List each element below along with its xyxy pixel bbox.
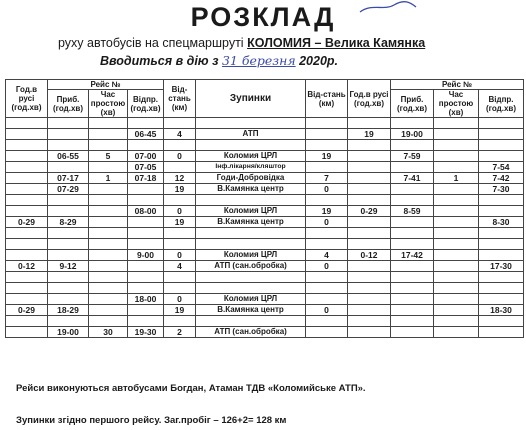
table-cell xyxy=(306,283,348,294)
table-cell: 0 xyxy=(164,206,196,217)
table-cell xyxy=(306,118,348,129)
table-row xyxy=(6,140,524,151)
col-header-arrival-right: Приб. (год.хв) xyxy=(391,90,434,118)
table-cell xyxy=(306,316,348,327)
table-cell xyxy=(164,228,196,239)
table-cell xyxy=(89,217,128,228)
table-cell xyxy=(391,316,434,327)
table-cell: 07-18 xyxy=(128,173,164,184)
table-cell xyxy=(48,162,89,173)
table-cell xyxy=(48,206,89,217)
table-cell xyxy=(89,261,128,272)
table-cell xyxy=(348,327,391,338)
table-cell xyxy=(89,305,128,316)
stop-name-cell xyxy=(196,195,306,206)
stop-name-cell: АТП (сан.обробка) xyxy=(196,327,306,338)
table-cell xyxy=(306,294,348,305)
route-name: КОЛОМИЯ – Велика Камянка xyxy=(247,36,426,50)
table-cell xyxy=(391,327,434,338)
table-cell: 7-41 xyxy=(391,173,434,184)
table-cell xyxy=(306,162,348,173)
page-title: РОЗКЛАД xyxy=(190,2,336,32)
table-cell: 19 xyxy=(164,217,196,228)
table-cell: 0 xyxy=(164,151,196,162)
table-row xyxy=(6,294,524,305)
table-cell xyxy=(128,140,164,151)
table-cell xyxy=(391,118,434,129)
table-cell: 7-54 xyxy=(479,162,524,173)
table-cell: 0 xyxy=(306,184,348,195)
effective-prefix: Вводиться в дію з xyxy=(100,54,219,68)
table-cell: 19 xyxy=(164,184,196,195)
table-cell xyxy=(128,305,164,316)
stop-name-cell: В.Камянка центр xyxy=(196,305,306,316)
table-cell xyxy=(89,129,128,140)
table-cell: 18-00 xyxy=(128,294,164,305)
table-cell xyxy=(391,294,434,305)
table-cell xyxy=(348,261,391,272)
table-cell xyxy=(6,206,48,217)
table-cell xyxy=(434,162,479,173)
table-cell xyxy=(391,140,434,151)
table-row xyxy=(6,118,524,129)
table-cell xyxy=(434,272,479,283)
stop-name-cell xyxy=(196,140,306,151)
table-cell xyxy=(89,272,128,283)
table-cell xyxy=(479,283,524,294)
table-row xyxy=(6,151,524,162)
table-cell xyxy=(89,162,128,173)
table-cell xyxy=(434,294,479,305)
table-cell: 0 xyxy=(164,294,196,305)
route-prefix: руху автобусів на спецмаршруті xyxy=(58,36,244,50)
table-cell xyxy=(479,228,524,239)
table-cell xyxy=(6,162,48,173)
table-cell: 07-29 xyxy=(48,184,89,195)
stop-name-cell xyxy=(196,316,306,327)
table-cell xyxy=(434,151,479,162)
table-cell: 19-00 xyxy=(48,327,89,338)
table-cell xyxy=(391,195,434,206)
table-cell: 17-30 xyxy=(479,261,524,272)
stop-name-cell: АТП xyxy=(196,129,306,140)
stop-name-cell: Інф.лікарня/кляштор xyxy=(196,162,306,173)
stop-name-cell: Коломия ЦРЛ xyxy=(196,250,306,261)
table-cell xyxy=(6,228,48,239)
table-cell xyxy=(6,118,48,129)
note-buses: Рейси виконуються автобусами Богдан, Атаман ТДВ «Коломийське АТП». xyxy=(16,383,366,394)
col-header-arrival-left: Приб. (год.хв) xyxy=(48,90,89,118)
col-header-idle-right: Час простою (хв) xyxy=(434,90,479,118)
table-row xyxy=(6,327,524,338)
table-row xyxy=(6,228,524,239)
table-cell xyxy=(6,316,48,327)
table-cell xyxy=(348,151,391,162)
table-cell: 19-30 xyxy=(128,327,164,338)
table-row xyxy=(6,217,524,228)
table-cell: 08-00 xyxy=(128,206,164,217)
table-cell xyxy=(306,228,348,239)
table-cell xyxy=(89,283,128,294)
table-cell: 2 xyxy=(164,327,196,338)
table-cell xyxy=(89,206,128,217)
table-cell xyxy=(348,316,391,327)
table-cell xyxy=(6,283,48,294)
table-cell xyxy=(434,184,479,195)
table-cell: 0-12 xyxy=(348,250,391,261)
table-cell xyxy=(128,217,164,228)
table-row xyxy=(6,305,524,316)
table-cell xyxy=(128,239,164,250)
table-cell xyxy=(89,294,128,305)
table-cell: 9-00 xyxy=(128,250,164,261)
table-cell xyxy=(348,217,391,228)
table-cell xyxy=(6,250,48,261)
table-row xyxy=(6,173,524,184)
stop-name-cell xyxy=(196,239,306,250)
table-cell: 8-59 xyxy=(391,206,434,217)
table-cell xyxy=(128,184,164,195)
table-cell xyxy=(164,239,196,250)
table-row xyxy=(6,195,524,206)
table-cell xyxy=(479,294,524,305)
table-cell: 8-30 xyxy=(479,217,524,228)
table-cell xyxy=(434,261,479,272)
table-cell xyxy=(348,118,391,129)
table-cell xyxy=(89,118,128,129)
table-cell: 0-29 xyxy=(6,217,48,228)
table-cell xyxy=(479,206,524,217)
table-cell: 7-59 xyxy=(391,151,434,162)
table-cell xyxy=(306,129,348,140)
table-cell xyxy=(128,272,164,283)
table-cell xyxy=(434,305,479,316)
table-cell xyxy=(48,140,89,151)
table-cell xyxy=(434,206,479,217)
table-cell xyxy=(164,195,196,206)
table-cell: 0 xyxy=(306,217,348,228)
stop-name-cell: Коломия ЦРЛ xyxy=(196,206,306,217)
table-cell xyxy=(306,239,348,250)
table-cell xyxy=(434,140,479,151)
table-row xyxy=(6,316,524,327)
table-cell: 0-12 xyxy=(6,261,48,272)
table-row xyxy=(6,129,524,140)
table-cell xyxy=(479,140,524,151)
table-cell xyxy=(48,228,89,239)
table-cell xyxy=(306,272,348,283)
table-cell xyxy=(6,239,48,250)
col-header-departure-right: Відпр. (год.хв) xyxy=(479,90,524,118)
effective-date: 31 березня xyxy=(221,53,296,68)
table-cell xyxy=(434,250,479,261)
table-cell xyxy=(6,294,48,305)
table-row xyxy=(6,206,524,217)
effective-date-line xyxy=(100,53,338,68)
table-cell xyxy=(348,272,391,283)
table-cell xyxy=(479,151,524,162)
table-cell xyxy=(434,239,479,250)
col-header-departure-left: Відпр. (год.хв) xyxy=(128,90,164,118)
table-cell xyxy=(479,239,524,250)
table-cell: 19 xyxy=(164,305,196,316)
table-row xyxy=(6,261,524,272)
table-cell xyxy=(128,316,164,327)
table-cell xyxy=(479,316,524,327)
table-cell xyxy=(348,294,391,305)
table-cell xyxy=(48,250,89,261)
table-cell xyxy=(479,195,524,206)
table-cell xyxy=(434,316,479,327)
table-cell: 0 xyxy=(164,250,196,261)
table-cell: 9-12 xyxy=(48,261,89,272)
table-cell xyxy=(6,327,48,338)
table-cell xyxy=(48,272,89,283)
table-cell: 06-45 xyxy=(128,129,164,140)
table-cell xyxy=(391,239,434,250)
table-cell xyxy=(479,250,524,261)
table-cell: 18-29 xyxy=(48,305,89,316)
table-row xyxy=(6,162,524,173)
table-cell xyxy=(128,195,164,206)
stop-name-cell: Коломия ЦРЛ xyxy=(196,151,306,162)
table-cell xyxy=(48,283,89,294)
table-cell xyxy=(89,250,128,261)
stop-name-cell xyxy=(196,228,306,239)
table-cell: 1 xyxy=(89,173,128,184)
col-header-travel-time-right: Год.в русі (год.хв) xyxy=(348,80,391,118)
table-cell xyxy=(48,129,89,140)
table-cell: 30 xyxy=(89,327,128,338)
table-cell xyxy=(128,283,164,294)
table-cell xyxy=(434,283,479,294)
table-cell xyxy=(89,228,128,239)
table-cell: 06-55 xyxy=(48,151,89,162)
table-cell xyxy=(434,195,479,206)
table-cell: 18-30 xyxy=(479,305,524,316)
note-stops: Зупинки згідно першого рейсу. Заг.пробіг – 126+2= 128 км xyxy=(16,415,287,426)
table-cell xyxy=(479,118,524,129)
table-cell xyxy=(164,272,196,283)
stop-name-cell: АТП (сан.обробка) xyxy=(196,261,306,272)
table-cell: 5 xyxy=(89,151,128,162)
table-cell xyxy=(306,140,348,151)
table-cell: 4 xyxy=(164,261,196,272)
table-cell xyxy=(48,195,89,206)
table-cell xyxy=(479,327,524,338)
table-cell: 19-00 xyxy=(391,129,434,140)
table-cell xyxy=(348,283,391,294)
table-cell xyxy=(348,140,391,151)
table-cell: 07-17 xyxy=(48,173,89,184)
table-cell: 19 xyxy=(306,151,348,162)
table-cell xyxy=(348,173,391,184)
effective-year: 2020р. xyxy=(299,54,339,68)
table-cell xyxy=(89,239,128,250)
stop-name-cell: Коломия ЦРЛ xyxy=(196,294,306,305)
table-cell xyxy=(48,316,89,327)
table-cell xyxy=(348,162,391,173)
table-cell: 0 xyxy=(306,305,348,316)
table-cell: 0-29 xyxy=(6,305,48,316)
table-cell xyxy=(306,327,348,338)
stop-name-cell xyxy=(196,118,306,129)
table-cell xyxy=(348,195,391,206)
table-cell xyxy=(348,184,391,195)
table-cell xyxy=(348,228,391,239)
table-cell xyxy=(6,151,48,162)
table-cell xyxy=(479,272,524,283)
table-cell xyxy=(391,228,434,239)
schedule-table xyxy=(5,79,524,338)
table-cell xyxy=(89,184,128,195)
table-cell: 12 xyxy=(164,173,196,184)
table-cell xyxy=(6,129,48,140)
table-cell xyxy=(6,272,48,283)
table-cell xyxy=(6,195,48,206)
table-cell: 0 xyxy=(306,261,348,272)
table-cell: 7-30 xyxy=(479,184,524,195)
col-header-trip-right: Рейс № xyxy=(391,80,524,90)
table-cell xyxy=(434,129,479,140)
table-cell xyxy=(6,173,48,184)
table-cell: 7-42 xyxy=(479,173,524,184)
table-cell: 17-42 xyxy=(391,250,434,261)
table-cell xyxy=(391,162,434,173)
table-cell: 7 xyxy=(306,173,348,184)
table-cell xyxy=(128,261,164,272)
table-cell xyxy=(128,228,164,239)
table-row xyxy=(6,272,524,283)
route-line xyxy=(58,36,425,50)
col-header-idle-left: Час простою (хв) xyxy=(89,90,128,118)
table-cell: 19 xyxy=(306,206,348,217)
stop-name-cell xyxy=(196,272,306,283)
table-cell: 0-29 xyxy=(348,206,391,217)
stop-name-cell: В.Камянка центр xyxy=(196,184,306,195)
table-cell: 8-29 xyxy=(48,217,89,228)
table-cell xyxy=(164,118,196,129)
col-header-distance-left: Від-стань (км) xyxy=(164,80,196,118)
table-cell xyxy=(434,217,479,228)
col-header-travel-time-left: Год.в русі (год.хв) xyxy=(6,80,48,118)
table-cell xyxy=(391,261,434,272)
table-cell xyxy=(391,283,434,294)
table-cell xyxy=(348,305,391,316)
col-header-trip-left: Рейс № xyxy=(48,80,164,90)
table-cell xyxy=(128,118,164,129)
col-header-stops: Зупинки xyxy=(196,80,306,118)
table-cell xyxy=(6,184,48,195)
table-cell xyxy=(391,217,434,228)
stop-name-cell: Годи-Добровідка xyxy=(196,173,306,184)
table-row xyxy=(6,250,524,261)
table-cell xyxy=(6,140,48,151)
table-cell xyxy=(434,327,479,338)
table-cell xyxy=(434,118,479,129)
table-row xyxy=(6,184,524,195)
table-cell xyxy=(434,228,479,239)
table-row xyxy=(6,283,524,294)
table-cell xyxy=(391,272,434,283)
table-cell: 19 xyxy=(348,129,391,140)
table-cell: 1 xyxy=(434,173,479,184)
stop-name-cell xyxy=(196,283,306,294)
table-cell xyxy=(391,305,434,316)
table-cell xyxy=(306,195,348,206)
table-cell xyxy=(391,184,434,195)
table-cell xyxy=(164,140,196,151)
schedule-body xyxy=(6,118,524,338)
table-cell xyxy=(48,118,89,129)
table-cell xyxy=(89,140,128,151)
table-cell: 4 xyxy=(306,250,348,261)
table-row xyxy=(6,239,524,250)
table-cell xyxy=(164,162,196,173)
stop-name-cell: В.Камянка центр xyxy=(196,217,306,228)
table-cell: 07-00 xyxy=(128,151,164,162)
table-cell xyxy=(164,316,196,327)
table-cell xyxy=(164,283,196,294)
table-cell xyxy=(348,239,391,250)
signature-scribble xyxy=(358,0,418,14)
table-cell xyxy=(48,239,89,250)
col-header-distance-right: Від-стань (км) xyxy=(306,80,348,118)
table-cell xyxy=(479,129,524,140)
table-cell: 07-05 xyxy=(128,162,164,173)
table-cell: 4 xyxy=(164,129,196,140)
table-cell xyxy=(89,316,128,327)
table-cell xyxy=(48,294,89,305)
table-cell xyxy=(89,195,128,206)
